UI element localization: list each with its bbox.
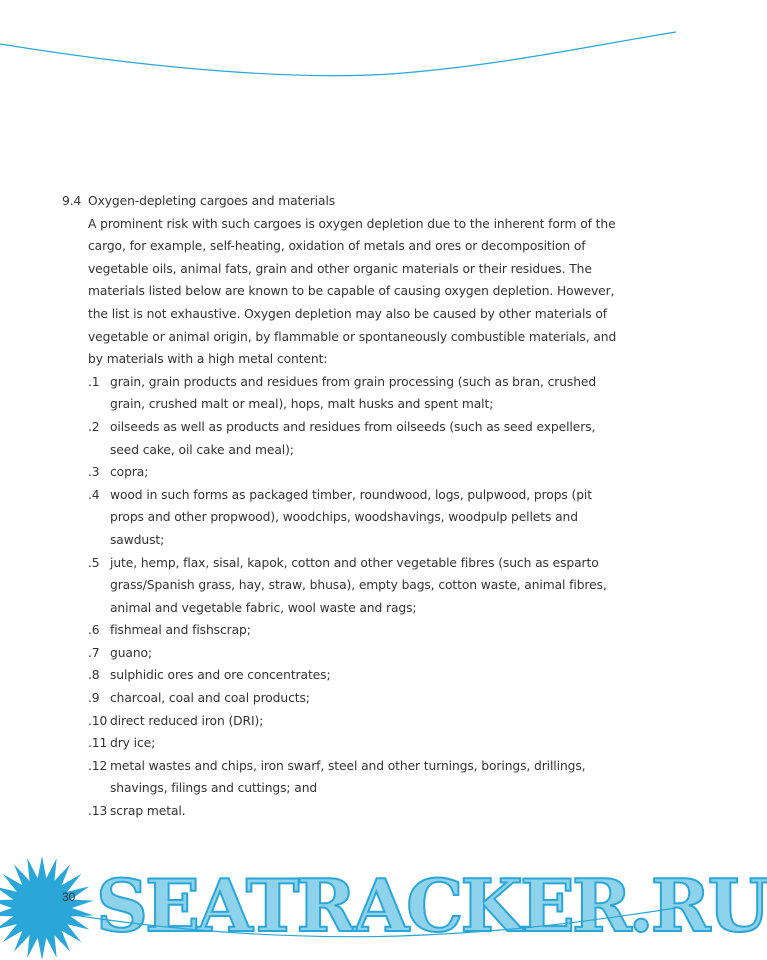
- section-heading: [62, 190, 622, 213]
- list-item-text: jute, hemp, flax, sisal, kapok, cotton and other vegetable fibres (such as esparto grass/Spanish grass, hay, straw, bhusa), empty bags, cotton waste, animal fibres, animal and vegetable fabric, wool waste and rags;: [110, 555, 607, 615]
- list-item-text: scrap metal.: [110, 804, 186, 819]
- list-item-number: .10: [88, 713, 108, 728]
- list-item: [88, 755, 622, 800]
- list-item: [88, 800, 622, 823]
- list-item: [88, 371, 622, 416]
- list-item-text: copra;: [110, 465, 149, 480]
- list-item-text: oilseeds as well as products and residues from oilseeds (such as seed expellers, seed cake, oil cake and meal);: [110, 419, 596, 457]
- list-item: [88, 710, 622, 733]
- list-item-number: .3: [88, 465, 100, 480]
- list-item-number: .4: [88, 487, 100, 502]
- list-item-text: metal wastes and chips, iron swarf, steel and other turnings, borings, drillings, shavings, filings and cuttings; and: [110, 758, 586, 796]
- page-number: 30: [62, 890, 76, 904]
- section-number: 9.4: [62, 194, 82, 208]
- list-item-number: .12: [88, 758, 108, 773]
- list-item-number: .6: [88, 623, 100, 638]
- list-item-text: dry ice;: [110, 736, 156, 751]
- top-decorative-curve: [0, 0, 676, 110]
- list-item-text: charcoal, coal and coal products;: [110, 691, 310, 706]
- list-item: [88, 664, 622, 687]
- list-item-number: .2: [88, 419, 100, 434]
- intro-paragraph: A prominent risk with such cargoes is oxygen depletion due to the inherent form of the cargo, for example, self-heating, oxidation of metals and ores or decomposition of vegetable oils, animal fats, grain and other organic materials or their residues. The materials listed below are known to be capable of causing oxygen depletion. However, the list is not exhaustive. Oxygen depletion may also be caused by other materials of vegetable or animal origin, by flammable or spontaneously combustible materials, and by materials with a high metal content:: [88, 216, 617, 367]
- list-item: [88, 552, 622, 620]
- list-item-text: direct reduced iron (DRI);: [110, 713, 264, 728]
- material-list: [62, 371, 622, 823]
- list-item-number: .9: [88, 691, 100, 706]
- list-item-text: sulphidic ores and ore concentrates;: [110, 668, 331, 683]
- section-title: Oxygen-depleting cargoes and materials: [88, 194, 336, 208]
- list-item-text: fishmeal and fishscrap;: [110, 623, 251, 638]
- list-item: [88, 461, 622, 484]
- list-item-number: .8: [88, 668, 100, 683]
- list-item: [88, 619, 622, 642]
- document-body: [62, 190, 622, 823]
- list-item-number: .5: [88, 555, 100, 570]
- list-item-number: .1: [88, 374, 100, 389]
- list-item: [88, 642, 622, 665]
- list-item: [88, 687, 622, 710]
- list-item-number: .13: [88, 804, 108, 819]
- list-item: [88, 732, 622, 755]
- watermark-logo: SEATRACKER.RU: [96, 863, 767, 948]
- list-item: [88, 416, 622, 461]
- list-item-text: grain, grain products and residues from grain processing (such as bran, crushed grain, crushed malt or meal), hops, malt husks and spent malt;: [110, 374, 597, 412]
- list-item-text: guano;: [110, 645, 152, 660]
- list-item-text: wood in such forms as packaged timber, roundwood, logs, pulpwood, props (pit props and other propwood), woodchips, woodshavings, woodpulp pellets and sawdust;: [110, 487, 592, 547]
- list-item-number: .7: [88, 645, 100, 660]
- list-item: [88, 484, 622, 552]
- bottom-decorative-curve: [0, 900, 676, 960]
- list-item-number: .11: [88, 736, 108, 751]
